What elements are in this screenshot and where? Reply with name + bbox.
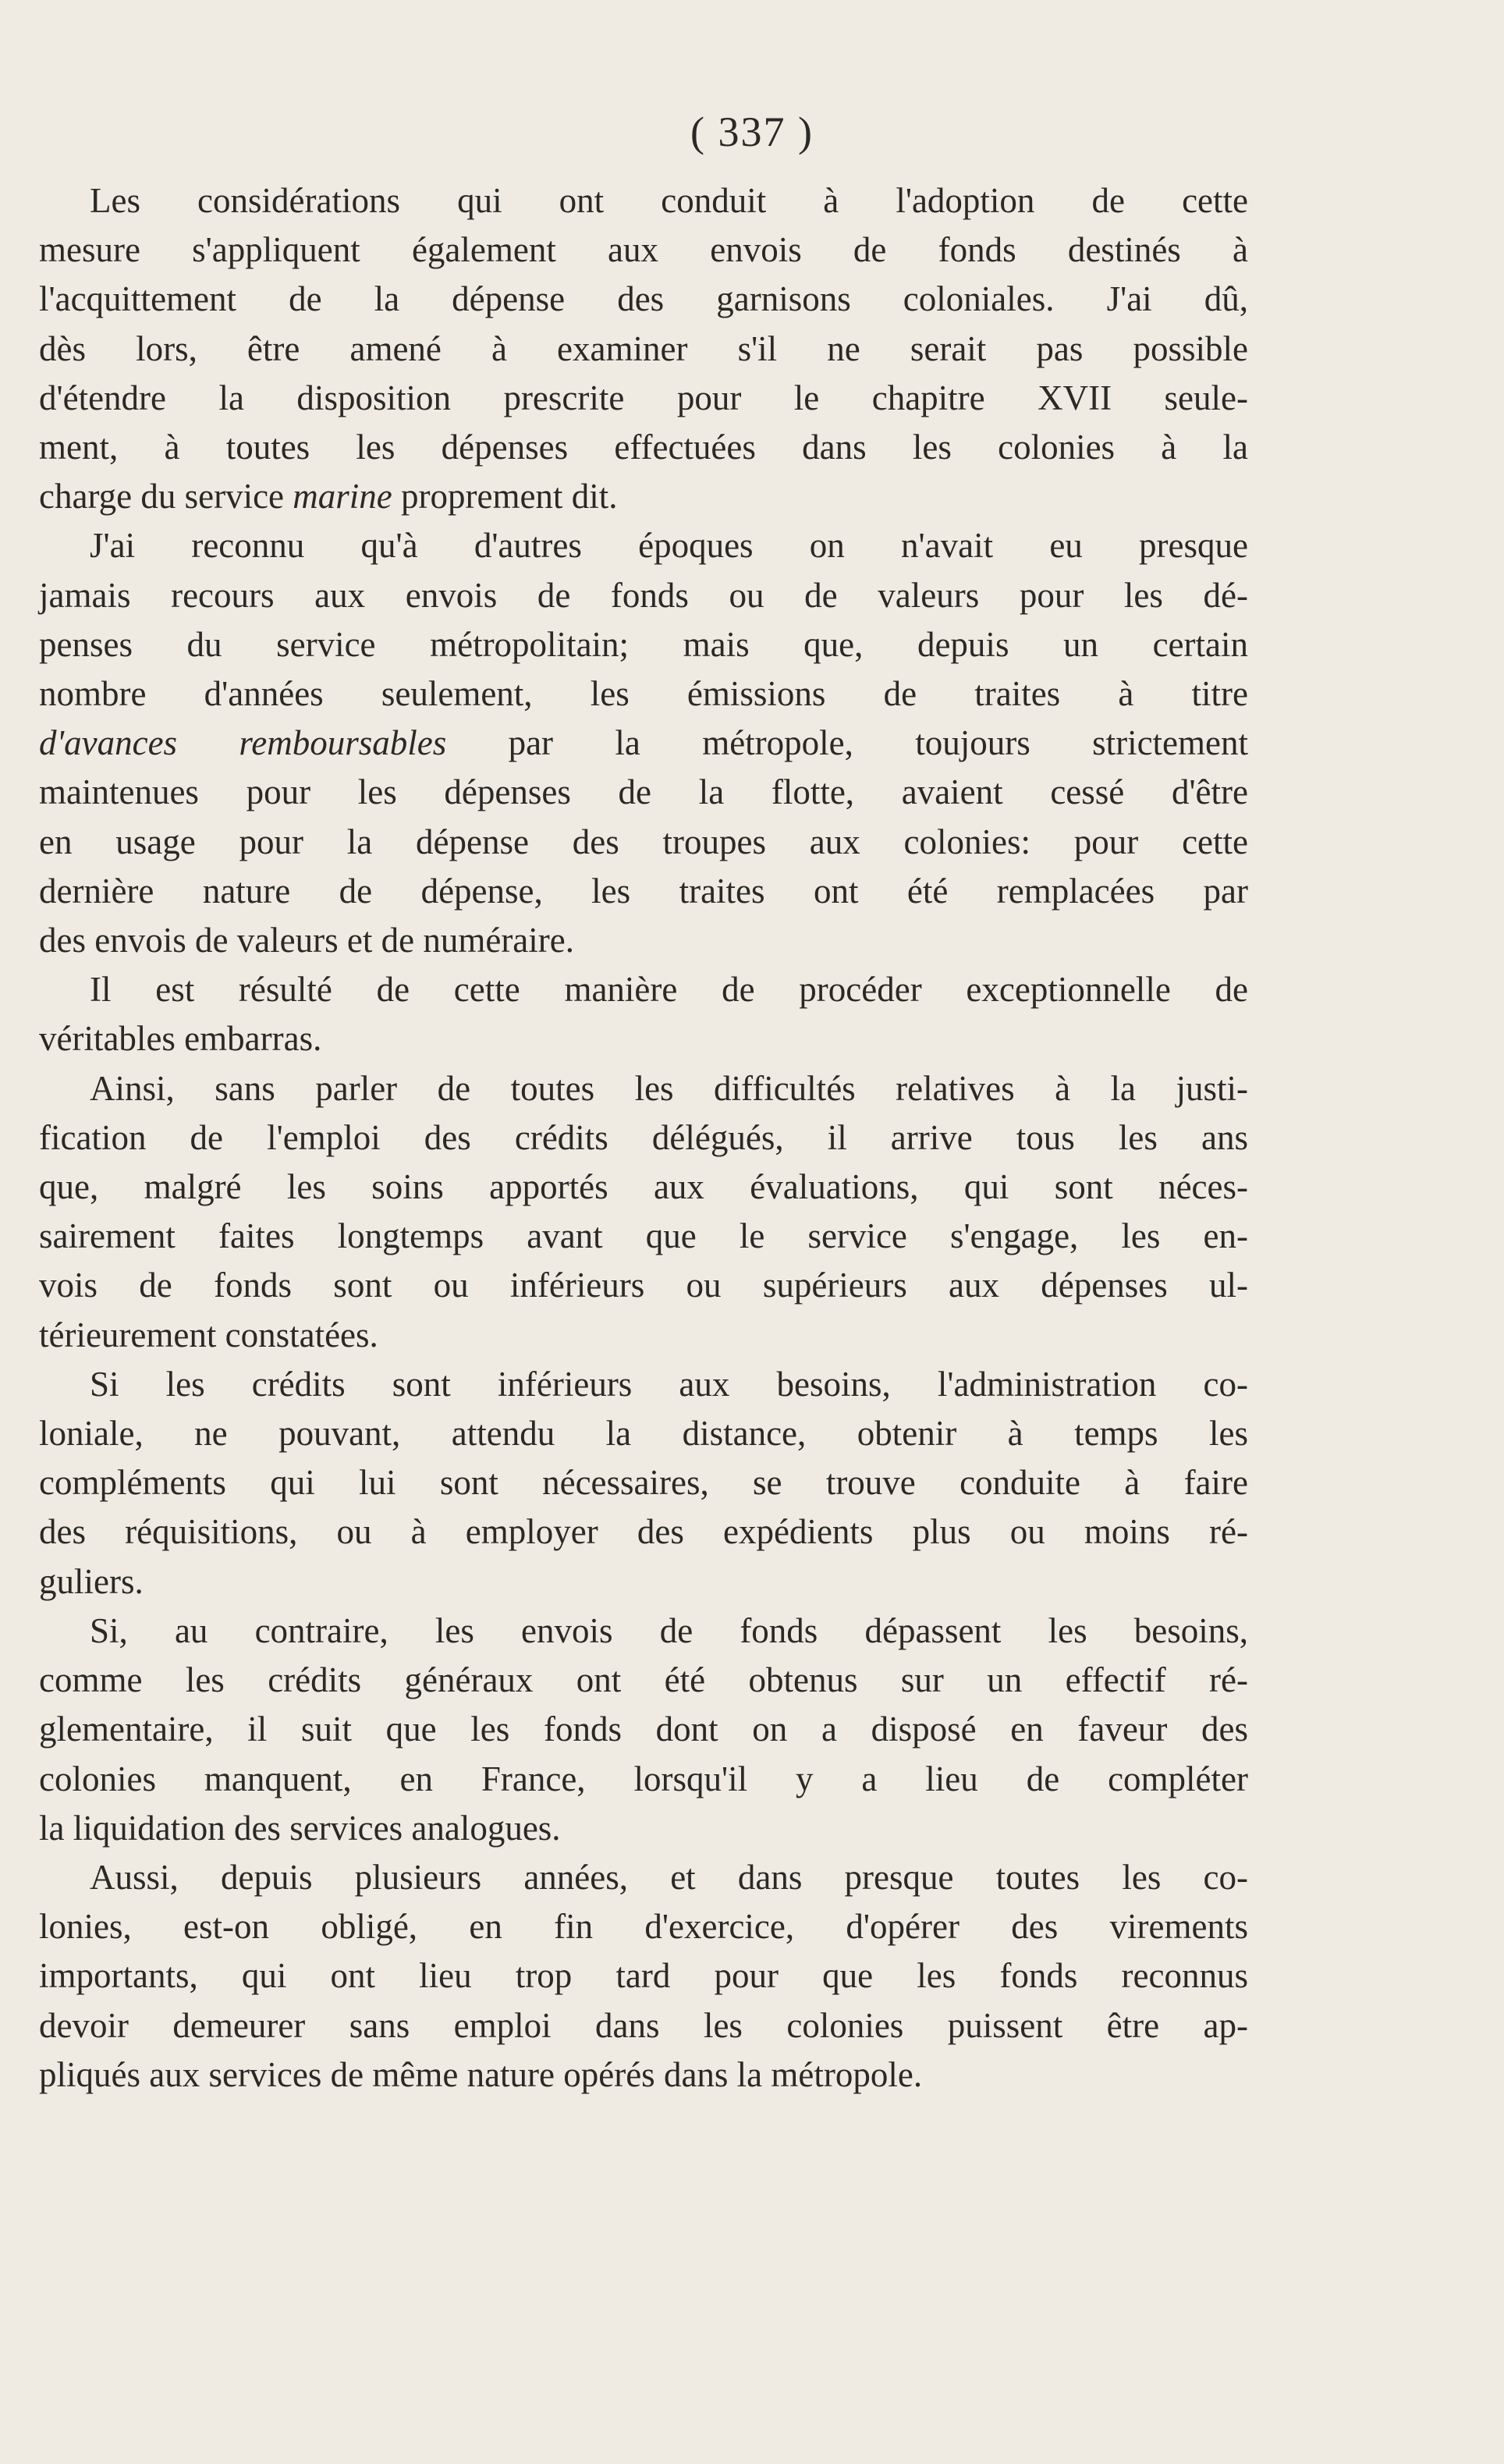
text-line: J'ai reconnu qu'à d'autres époques on n'avait eu presque: [90, 526, 1248, 566]
body-text: [39, 176, 1248, 2100]
text-line: guliers.: [39, 1561, 144, 1601]
text-line: loniale, ne pouvant, attendu la distance, obtenir à temps les: [39, 1414, 1248, 1454]
text-line: penses du service métropolitain; mais que, depuis un certain: [39, 624, 1248, 664]
text-line: glementaire, il suit que les fonds dont on a disposé en faveur des: [39, 1710, 1248, 1749]
paragraph-7: [39, 1853, 1248, 2100]
text-line: térieurement constatées.: [39, 1315, 378, 1354]
text-fragment: charge du service: [39, 477, 293, 517]
text-line: Si les crédits sont inférieurs aux besoins, l'administration co-: [90, 1364, 1248, 1404]
text-line: d'étendre la disposition prescrite pour le chapitre XVII seule-: [39, 378, 1248, 417]
text-line: jamais recours aux envois de fonds ou de valeurs pour les dé-: [39, 575, 1248, 615]
text-line: fication de l'emploi des crédits délégués, il arrive tous les ans: [39, 1117, 1248, 1157]
page-number: ( 337 ): [690, 108, 814, 155]
text-fragment: proprement dit.: [392, 477, 618, 517]
text-line: que, malgré les soins apportés aux évaluations, qui sont néces-: [39, 1167, 1248, 1207]
text-line: Aussi, depuis plusieurs années, et dans presque toutes les co-: [90, 1857, 1248, 1897]
text-line: vois de fonds sont ou inférieurs ou supérieurs aux dépenses ul-: [39, 1266, 1248, 1305]
text-line: compléments qui lui sont nécessaires, se trouve conduite à faire: [39, 1463, 1248, 1503]
italic-term: d'avances remboursables: [39, 723, 447, 763]
text-line: ment, à toutes les dépenses effectuées dans les colonies à la: [39, 428, 1248, 467]
paragraph-2: [39, 521, 1248, 965]
text-line: sairement faites longtemps avant que le service s'engage, les en-: [39, 1216, 1248, 1256]
text-line: lonies, est-on obligé, en fin d'exercice, d'opérer des virements: [39, 1907, 1248, 1947]
text-line: Si, au contraire, les envois de fonds dépassent les besoins,: [90, 1610, 1248, 1650]
text-line: des envois de valeurs et de numéraire.: [39, 921, 574, 960]
text-line: maintenues pour les dépenses de la flotte, avaient cessé d'être: [39, 772, 1248, 812]
text-line: dernière nature de dépense, les traites ont été remplacées par: [39, 871, 1248, 911]
text-line: comme les crédits généraux ont été obtenus sur un effectif ré-: [39, 1660, 1248, 1700]
text-line: véritables embarras.: [39, 1019, 322, 1059]
italic-term: marine: [293, 477, 392, 517]
text-line: [39, 719, 1248, 768]
text-line: [39, 472, 1248, 521]
text-line: mesure s'appliquent également aux envois de fonds destinés à: [39, 230, 1248, 270]
text-line: pliqués aux services de même nature opérés dans la métropole.: [39, 2054, 923, 2094]
paragraph-6: [39, 1607, 1248, 1853]
text-line: Les considérations qui ont conduit à l'adoption de cette: [90, 181, 1248, 220]
paragraph-3: [39, 965, 1248, 1063]
text-line: Ainsi, sans parler de toutes les difficultés relatives à la justi-: [90, 1068, 1248, 1108]
text-line: devoir demeurer sans emploi dans les colonies puissent être ap-: [39, 2005, 1248, 2045]
text-line: nombre d'années seulement, les émissions de traites à titre: [39, 674, 1248, 714]
text-line: la liquidation des services analogues.: [39, 1808, 561, 1848]
text-line: l'acquittement de la dépense des garnisons coloniales. J'ai dû,: [39, 279, 1248, 319]
text-fragment: par la métropole, toujours strictement: [446, 723, 1248, 763]
text-line: Il est résulté de cette manière de procéder exceptionnelle de: [90, 970, 1248, 1010]
text-line: colonies manquent, en France, lorsqu'il y a lieu de compléter: [39, 1759, 1248, 1798]
text-line: importants, qui ont lieu trop tard pour que les fonds reconnus: [39, 1956, 1248, 1996]
paragraph-5: [39, 1360, 1248, 1607]
paragraph-1: [39, 176, 1248, 521]
text-line: dès lors, être amené à examiner s'il ne serait pas possible: [39, 328, 1248, 368]
paragraph-4: [39, 1064, 1248, 1360]
text-line: en usage pour la dépense des troupes aux colonies: pour cette: [39, 822, 1248, 861]
text-line: des réquisitions, ou à employer des expédients plus ou moins ré-: [39, 1512, 1248, 1552]
